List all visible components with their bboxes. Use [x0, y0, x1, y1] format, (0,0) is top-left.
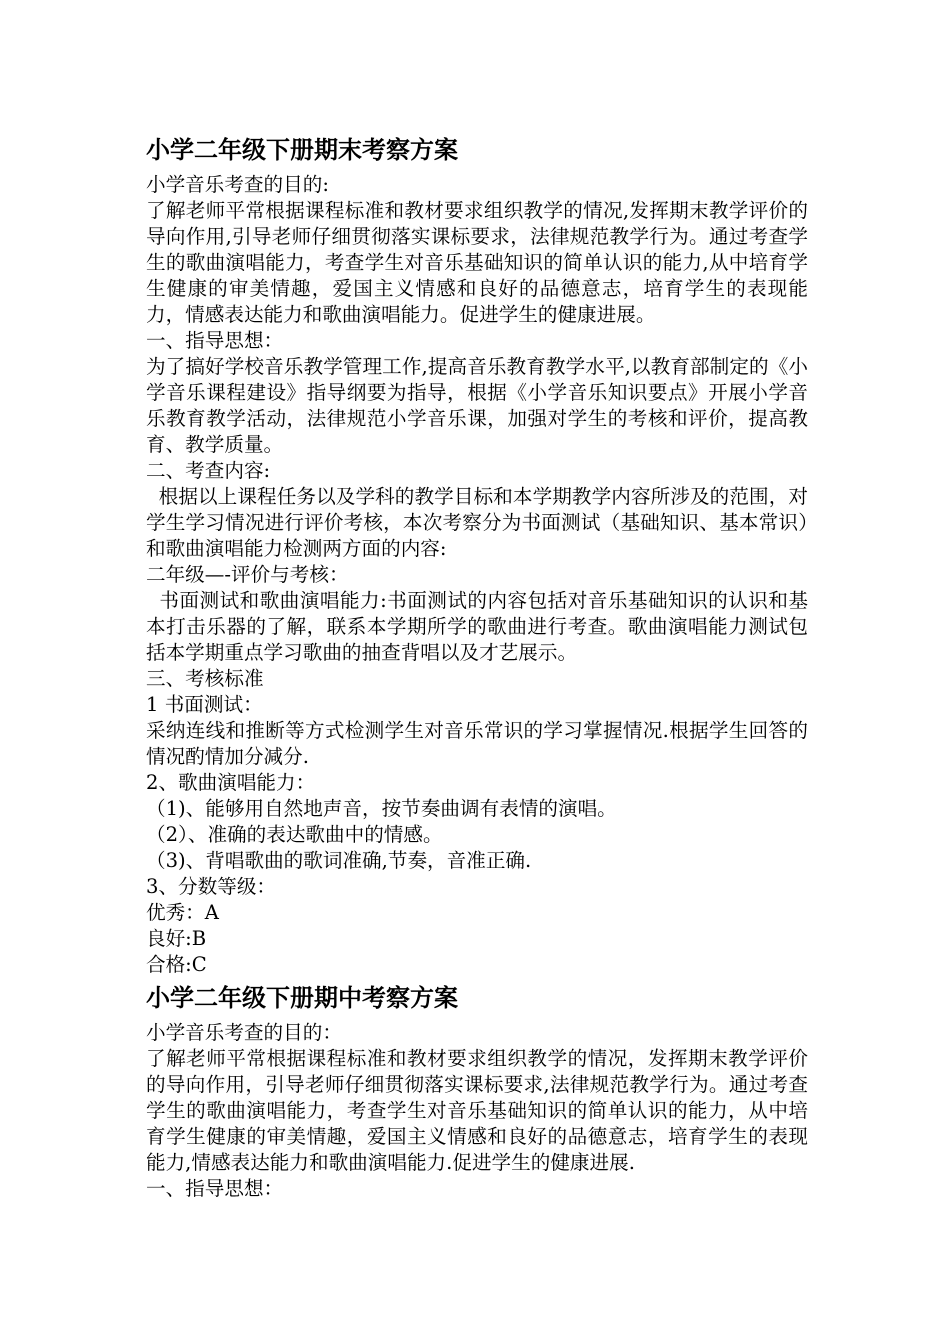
section1-purpose-heading: 小学音乐考查的目的:: [146, 173, 329, 196]
grade-pass: 合格:C: [146, 953, 207, 976]
section1-standard-heading: 三、考核标准: [146, 667, 264, 690]
section2-purpose-heading: 小学音乐考查的目的：: [146, 1021, 342, 1044]
section1-written-text: 采纳连线和推断等方式检测学生对音乐常识的学习掌握情况.根据学生回答的情况酌情加分减分.: [146, 719, 808, 768]
section1-guide-heading: 一、指导思想：: [146, 329, 284, 352]
section1-singing-heading: 2、歌曲演唱能力：: [146, 771, 316, 794]
section1-content-text: 根据以上课程任务以及学科的教学目标和本学期教学内容所涉及的范围，对学生学习情况进行评价考核，本次考察分为书面测试（基础知识、基本常识）和歌曲演唱能力检测两方面的内容:: [146, 485, 808, 560]
section1-content-heading: 二、考查内容:: [146, 459, 271, 482]
section1-written-heading: 1 书面测试：: [146, 693, 263, 716]
section2-guide-heading: 一、指导思想：: [146, 1177, 284, 1200]
grade-good: 良好:B: [146, 927, 207, 950]
section1-singing-item: （1)、能够用自然地声音，按节奏曲调有表情的演唱。: [146, 797, 617, 820]
section1-grading-heading: 3、分数等级：: [146, 875, 277, 898]
document-page: [146, 132, 808, 1202]
grade-excellent: 优秀：A: [146, 901, 219, 924]
section1-purpose-text: 了解老师平常根据课程标准和教材要求组织教学的情况,发挥期末教学评价的导向作用,引导老师仔细贯彻落实课标要求，法律规范教学行为。通过考查学生的歌曲演唱能力，考查学生对音乐基础知识的简单认识的能力,从中培育学生健康的审美情趣，爱国主义情感和良好的品德意志，培育学生的表现能力，情感表达能力和歌曲演唱能力。促进学生的健康进展。: [146, 199, 808, 326]
section1-grade-text: 书面测试和歌曲演唱能力:书面测试的内容包括对音乐基础知识的认识和基本打击乐器的了解，联系本学期所学的歌曲进行考查。歌曲演唱能力测试包括本学期重点学习歌曲的抽查背唱以及才艺展示。: [146, 589, 808, 664]
section1-singing-item: （2）、准确的表达歌曲中的情感。: [146, 823, 443, 846]
section1-grade-heading: 二年级—-评价与考核：: [146, 563, 349, 586]
section2-title: 小学二年级下册期中考察方案: [146, 984, 458, 1012]
section1-title: 小学二年级下册期末考察方案: [146, 136, 458, 164]
section1-singing-item: （3)、背唱歌曲的歌词准确,节奏，音准正确.: [146, 849, 532, 872]
section2-purpose-text: 了解老师平常根据课程标准和教材要求组织教学的情况，发挥期末教学评价的导向作用，引导老师仔细贯彻落实课标要求,法律规范教学行为。通过考查学生的歌曲演唱能力，考查学生对音乐基础知识的简单认识的能力，从中培育学生健康的审美情趣，爱国主义情感和良好的品德意志，培育学生的表现能力,情感表达能力和歌曲演唱能力.促进学生的健康进展.: [146, 1047, 808, 1174]
section1-guide-text: 为了搞好学校音乐教学管理工作,提高音乐教育教学水平,以教育部制定的《小学音乐课程建设》指导纲要为指导，根据《小学音乐知识要点》开展小学音乐教育教学活动，法律规范小学音乐课，加强对学生的考核和评价，提高教育、教学质量。: [146, 355, 808, 456]
